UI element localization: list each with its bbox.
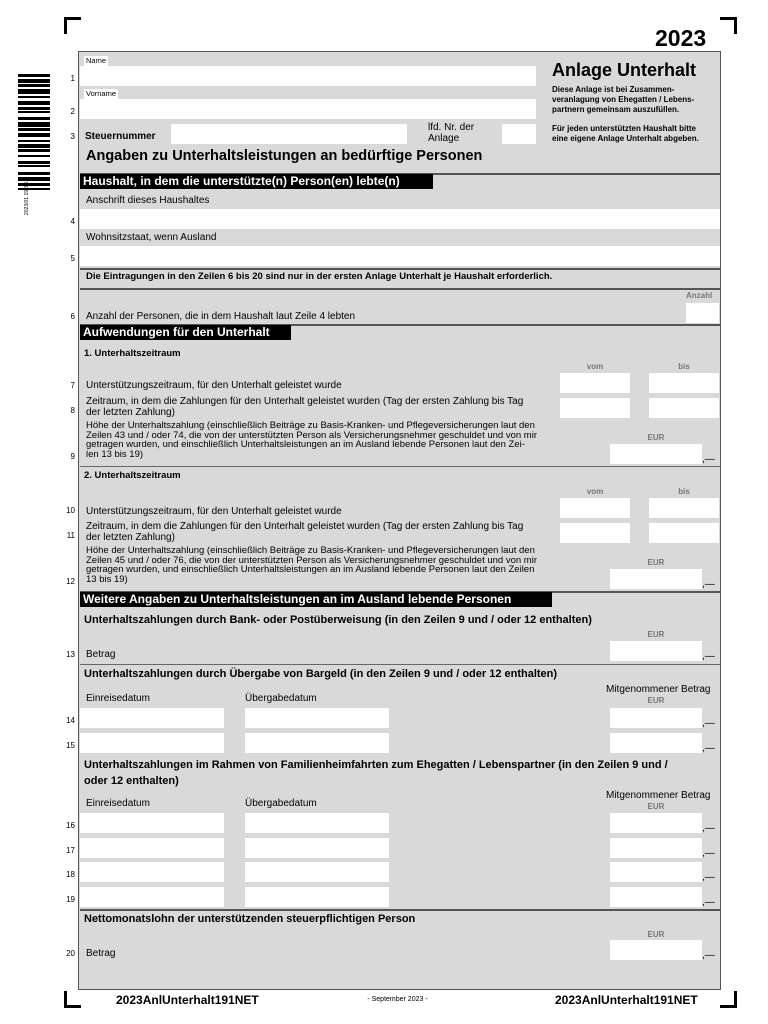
familien-uebergabe-field[interactable] — [245, 862, 389, 882]
corner-mark-top-right — [720, 17, 737, 34]
bargeld-heading: Unterhaltszahlungen durch Übergabe von Bargeld (in den Zeilen 9 und / oder 12 enthalten) — [84, 668, 558, 680]
zahlungszeitraum-label: Zeitraum, in dem die Zahlungen für den Unterhalt geleistet wurden (Tag der ersten Zahlung bis Tag der letzten Zahlung) — [86, 521, 524, 543]
barcode-bar — [18, 144, 50, 148]
row-number-9: 9 — [70, 452, 75, 461]
barcode-bar — [18, 183, 50, 186]
cent-dash: ,— — [702, 651, 715, 662]
section-divider — [80, 288, 720, 290]
familien-uebergabe-field[interactable] — [245, 813, 389, 833]
barcode-bar — [18, 122, 50, 127]
name-label: Name — [86, 56, 107, 65]
form-year: 2023 — [655, 25, 707, 51]
unterstuetzung-2-bis-field[interactable] — [649, 498, 719, 518]
anzahl-header: Anzahl — [686, 291, 713, 300]
zahlung-2-vom-field[interactable] — [560, 523, 630, 543]
row-number-7: 7 — [70, 381, 75, 390]
barcode — [18, 74, 50, 256]
row-number-11: 11 — [66, 531, 75, 540]
eur-header: EUR — [647, 930, 665, 939]
wohnsitzstaat-field[interactable] — [80, 246, 720, 266]
haushalt-heading: Haushalt, in dem die unterstützte(n) Person(en) lebte(n) — [80, 174, 433, 189]
row-number-19: 19 — [66, 895, 75, 904]
zahlung-bis-field[interactable] — [649, 398, 719, 418]
eur-header: EUR — [647, 630, 665, 639]
vom-header: vom — [586, 362, 604, 371]
cent-dash: ,— — [702, 872, 715, 883]
eur-header: EUR — [647, 433, 665, 442]
hoehe-unterhalt-label: Höhe der Unterhaltszahlung (einschließlich Beiträge zu Basis-Kranken- und Pflegeversicherungen laut den Zeilen 45 und / oder 76, die von der unterstützten Person als Versicherungsnehmer geschuldet und von mir getragen wurden, und einschließlich Unterhaltsleistungen an im Ausland lebende Personen laut den Zeilen 13 bis 19) — [86, 545, 537, 585]
familien-einreise-field[interactable] — [80, 813, 224, 833]
row-number-8: 8 — [70, 406, 75, 415]
steuernummer-label: Steuernummer — [85, 131, 156, 142]
row-number-1: 1 — [70, 74, 75, 83]
row-number-3: 3 — [70, 132, 75, 141]
row-number-2: 2 — [70, 107, 75, 116]
corner-mark-top-left — [64, 17, 81, 34]
unterstuetzung-2-vom-field[interactable] — [560, 498, 630, 518]
familien-betrag-field[interactable] — [610, 862, 702, 882]
barcode-bar — [18, 155, 50, 157]
bis-header: bis — [678, 487, 690, 496]
bank-betrag-field[interactable] — [610, 641, 702, 661]
unterstuetzung-bis-field[interactable] — [649, 373, 719, 393]
familien-einreise-field[interactable] — [80, 862, 224, 882]
lfd-nr-label: lfd. Nr. der Anlage — [428, 122, 475, 144]
row-number-12: 12 — [66, 577, 75, 586]
barcode-bar — [18, 74, 50, 77]
row-number-20: 20 — [66, 949, 75, 958]
bargeld-uebergabe-field[interactable] — [245, 733, 389, 753]
barcode-bar — [18, 101, 50, 105]
einreisedatum-header: Einreisedatum — [86, 798, 150, 809]
familien-uebergabe-field[interactable] — [245, 887, 389, 907]
barcode-bar — [18, 149, 50, 152]
zahlung-vom-field[interactable] — [560, 398, 630, 418]
eur-header: EUR — [647, 802, 665, 811]
betrag-label: Betrag — [86, 948, 116, 959]
familien-einreise-field[interactable] — [80, 887, 224, 907]
mitgenommen-header: Mitgenommener Betrag — [606, 684, 711, 695]
barcode-bar — [18, 140, 50, 142]
barcode-bar — [18, 89, 50, 94]
section-divider — [80, 466, 720, 467]
intro-note-1: Diese Anlage ist bei Zusammen- veranlagung von Ehegatten / Lebens- partnern gemeinsam auszufüllen. — [552, 85, 695, 114]
row-number-16: 16 — [66, 821, 75, 830]
cent-dash: ,— — [702, 848, 715, 859]
row-number-4: 4 — [70, 217, 75, 226]
cent-dash: ,— — [702, 743, 715, 754]
section-divider — [80, 664, 720, 665]
section-divider — [80, 909, 720, 911]
footer-form-code-right: 2023AnlUnterhalt191NET — [555, 993, 698, 1007]
barcode-bar — [18, 128, 50, 131]
barcode-code: 2023/01 19201 — [24, 181, 30, 215]
section-divider — [80, 268, 720, 270]
uebergabedatum-header: Übergabedatum — [245, 798, 317, 809]
barcode-bar — [18, 79, 50, 83]
familien-betrag-field[interactable] — [610, 838, 702, 858]
barcode-bar — [18, 133, 50, 137]
eintragungen-note: Die Eintragungen in den Zeilen 6 bis 20 sind nur in der ersten Anlage Unterhalt je Haushalt erforderlich. — [86, 271, 553, 282]
familien-betrag-field[interactable] — [610, 887, 702, 907]
barcode-bar — [18, 165, 50, 167]
cent-dash: ,— — [702, 718, 715, 729]
bargeld-uebergabe-field[interactable] — [245, 708, 389, 728]
unterhaltszeitraum-1-heading: 1. Unterhaltszeitraum — [84, 348, 181, 359]
footer-form-code-left: 2023AnlUnterhalt191NET — [116, 993, 259, 1007]
nettolohn-betrag-field[interactable] — [610, 940, 702, 960]
row-number-14: 14 — [66, 716, 75, 725]
eur-header: EUR — [647, 558, 665, 567]
barcode-bar — [18, 161, 50, 164]
main-heading: Angaben zu Unterhaltsleistungen an bedürftige Personen — [86, 148, 483, 164]
intro-note-2: Für jeden unterstützten Haushalt bitte eine eigene Anlage Unterhalt abgeben. — [552, 124, 699, 143]
barcode-bar — [18, 117, 50, 120]
eur-header: EUR — [647, 696, 665, 705]
einreisedatum-header: Einreisedatum — [86, 693, 150, 704]
bargeld-betrag-field[interactable] — [610, 733, 702, 753]
barcode-bar — [18, 84, 50, 87]
cent-dash: ,— — [702, 579, 715, 590]
vorname-field[interactable] — [80, 99, 536, 119]
betrag-label: Betrag — [86, 649, 116, 660]
bank-ueberweisung-heading: Unterhaltszahlungen durch Bank- oder Postüberweisung (in den Zeilen 9 und / oder 12 enthalten) — [84, 614, 592, 626]
anschrift-label: Anschrift dieses Haushaltes — [86, 195, 210, 206]
anzahl-personen-field[interactable] — [686, 303, 719, 323]
familien-uebergabe-field[interactable] — [245, 838, 389, 858]
barcode-bar — [18, 188, 50, 190]
aufwendungen-heading: Aufwendungen für den Unterhalt — [80, 325, 291, 340]
mitgenommen-header: Mitgenommener Betrag — [606, 790, 711, 801]
nettomonatslohn-heading: Nettomonatslohn der unterstützenden steuerpflichtigen Person — [84, 913, 416, 925]
name-field[interactable] — [80, 66, 536, 86]
wohnsitzstaat-label: Wohnsitzstaat, wenn Ausland — [86, 232, 217, 243]
lfd-nr-field[interactable] — [502, 124, 536, 144]
bargeld-einreise-field[interactable] — [80, 733, 224, 753]
row-number-5: 5 — [70, 254, 75, 263]
bis-header: bis — [678, 362, 690, 371]
row-number-6: 6 — [70, 312, 75, 321]
familien-einreise-field[interactable] — [80, 838, 224, 858]
form-title: Anlage Unterhalt — [552, 60, 697, 80]
hoehe-unterhalt-field[interactable] — [610, 444, 702, 464]
row-number-13: 13 — [66, 650, 75, 659]
cent-dash: ,— — [702, 823, 715, 834]
cent-dash: ,— — [702, 897, 715, 908]
cent-dash: ,— — [702, 454, 715, 465]
unterhaltszeitraum-2-heading: 2. Unterhaltszeitraum — [84, 470, 181, 481]
anschrift-field[interactable] — [80, 209, 720, 229]
barcode-bar — [18, 172, 50, 175]
row-number-15: 15 — [66, 741, 75, 750]
cent-dash: ,— — [702, 950, 715, 961]
familien-betrag-field[interactable] — [610, 813, 702, 833]
barcode-bar — [18, 107, 50, 110]
unterstuetzungszeitraum-label: Unterstützungszeitraum, für den Unterhalt geleistet wurde — [86, 380, 342, 391]
corner-mark-bottom-left — [64, 991, 81, 1008]
row-number-17: 17 — [66, 846, 75, 855]
corner-mark-bottom-right — [720, 991, 737, 1008]
row-number-10: 10 — [66, 506, 75, 515]
barcode-bar — [18, 177, 50, 181]
barcode-bar — [18, 111, 50, 113]
vorname-label: Vorname — [86, 89, 117, 98]
unterstuetzung-vom-field[interactable] — [560, 373, 630, 393]
barcode-bar — [18, 96, 50, 98]
zahlung-2-bis-field[interactable] — [649, 523, 719, 543]
hoehe-unterhalt-label: Höhe der Unterhaltszahlung (einschließlich Beiträge zu Basis-Kranken- und Pflegeversicherungen laut den Zeilen 43 und / oder 74, die von der unterstützten Person als Versicherungsnehmer geschuldet und von mir getragen wurden, und einschließlich Unterhaltsleistungen an im Ausland lebende Personen laut den Zei- len 13 bis 19) — [86, 420, 537, 460]
steuernummer-field[interactable] — [171, 124, 407, 144]
footer-date: - September 2023 - — [367, 996, 428, 1003]
ausland-heading: Weitere Angaben zu Unterhaltsleistungen an im Ausland lebende Personen — [80, 592, 552, 607]
zahlungszeitraum-label: Zeitraum, in dem die Zahlungen für den Unterhalt geleistet wurden (Tag der ersten Zahlung bis Tag der letzten Zahlung) — [86, 396, 524, 418]
familienheimfahrten-heading: Unterhaltszahlungen im Rahmen von Familienheimfahrten zum Ehegatten / Lebenspartner (in den Zeilen 9 und / oder 12 enthalten) — [84, 759, 668, 787]
uebergabedatum-header: Übergabedatum — [245, 693, 317, 704]
hoehe-unterhalt-2-field[interactable] — [610, 569, 702, 589]
unterstuetzungszeitraum-label: Unterstützungszeitraum, für den Unterhalt geleistet wurde — [86, 506, 342, 517]
anzahl-personen-label: Anzahl der Personen, die in dem Haushalt laut Zeile 4 lebten — [86, 311, 356, 322]
vom-header: vom — [586, 487, 604, 496]
bargeld-einreise-field[interactable] — [80, 708, 224, 728]
row-number-18: 18 — [66, 870, 75, 879]
bargeld-betrag-field[interactable] — [610, 708, 702, 728]
